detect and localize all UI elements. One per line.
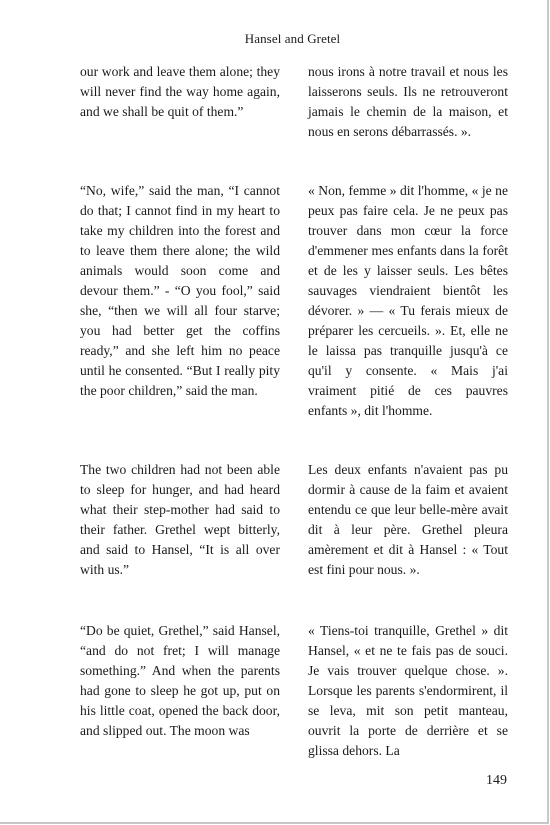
english-paragraph-4: “Do be quiet, Grethel,” said Hansel, “and do not fret; I will manage something.” And when the parents had gone to sleep he got up, put on his little coat, opened the back door, and slipped out. The moon was [80,623,280,738]
french-paragraph-2: « Non, femme » dit l'homme, « je ne peux pas faire cela. Je ne peux pas trouver dans mon cœur la force d'emmener mes enfants dans la forêt et de les y laisser seuls. Les bêtes sauvages viendraient bientôt les dévorer. » — « Tu ferais mieux de préparer les cercueils. ». Et, elle ne le laissa pas tranquille jusqu'à ce qu'il y consente. « Mais j'ai vraiment pitié de ces pauvres enfants », dit l'homme. [308,183,508,418]
running-header: Hansel and Gretel [244,31,341,46]
french-paragraph-1: nous irons à notre travail et nous les laisserons seuls. Ils ne retrouveront jamais le chemin de la maison, et nous en serons débarrassés. ». [308,64,508,139]
english-paragraph-1: our work and leave them alone; they will never find the way home again, and we shall be quit of them.” [80,64,280,119]
english-paragraph-2: “No, wife,” said the man, “I cannot do that; I cannot find in my heart to take my children into the forest and to leave them there alone; the wild animals would soon come and devour them.” - “O you fool,” said she, “then we will all four starve; you had better get the coffins ready,” and she left him no peace until he consented. “But I really pity the poor children,” said the man. [80,183,280,398]
page-number: 149 [486,773,507,788]
french-paragraph-3: Les deux enfants n'avaient pas pu dormir à cause de la faim et avaient entendu ce que leur belle-mère avait dit à leur père. Grethel pleura amèrement et dit à Hansel : « Tout est fini pour nous. ». [308,462,508,577]
french-paragraph-4: « Tiens-toi tranquille, Grethel » dit Hansel, « et ne te fais pas de souci. Je vais trouver quelque chose. ». Lorsque les parents s'endormirent, il se leva, mit son petit manteau, ouvrit la porte de derrière et se glissa dehors. La [308,623,508,758]
english-paragraph-3: The two children had not been able to sleep for hunger, and had heard what their step-mother had said to their father. Grethel wept bitterly, and said to Hansel, “It is all over with us.” [80,462,280,577]
